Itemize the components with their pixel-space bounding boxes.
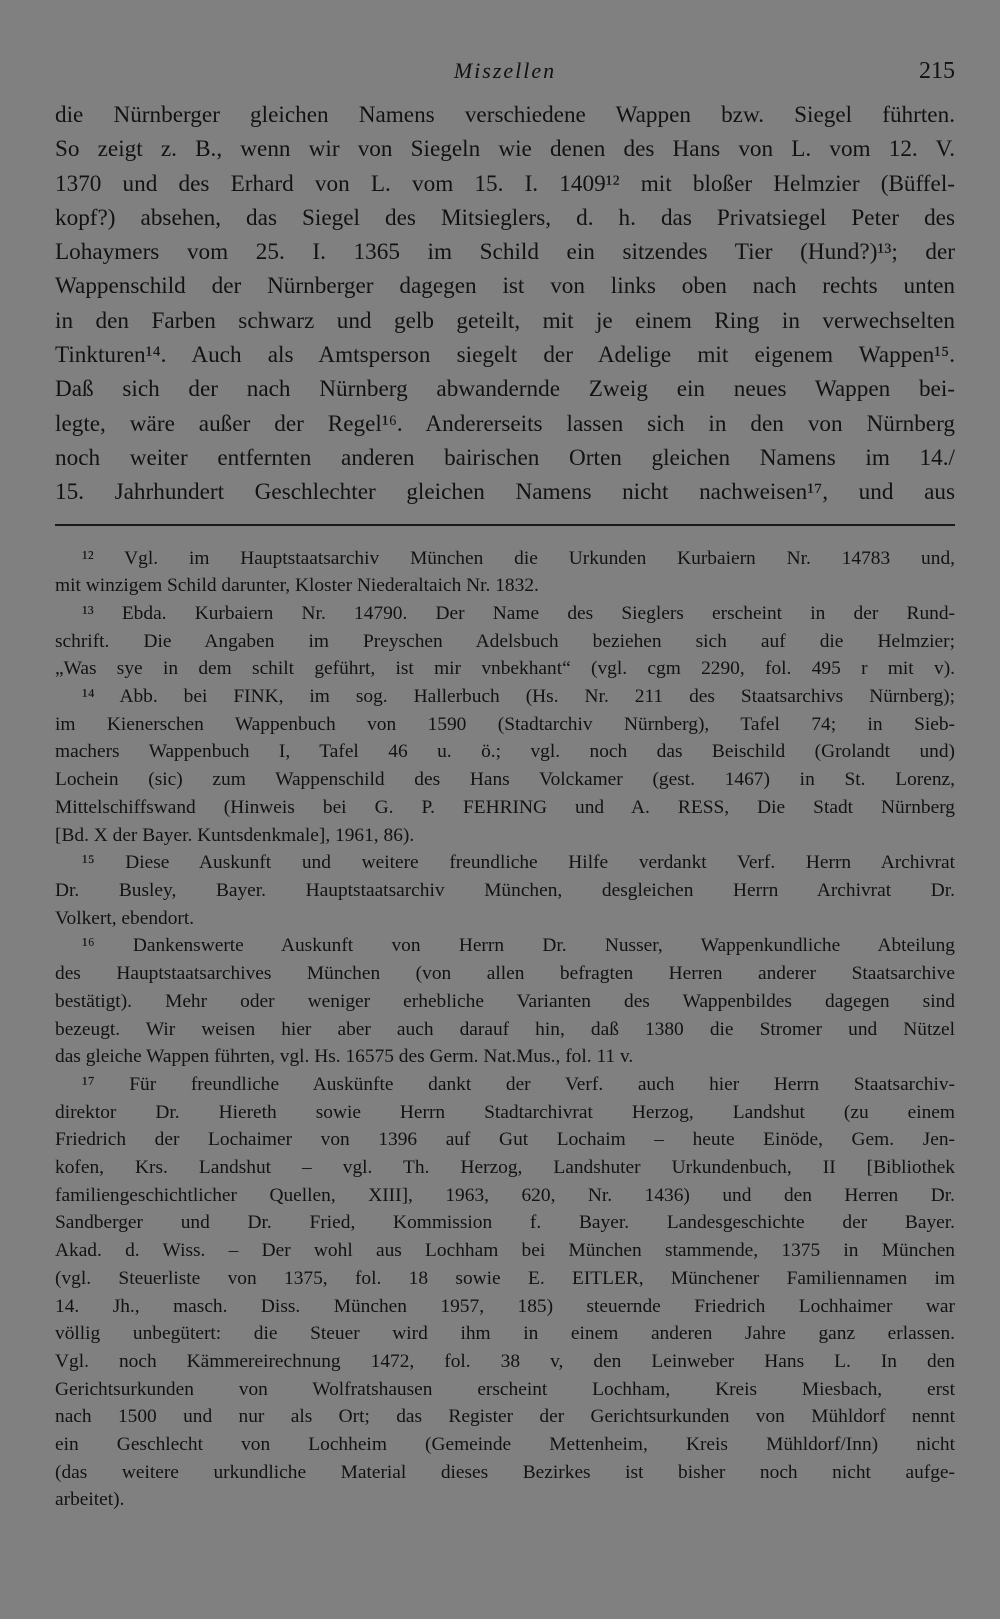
footnote-line: ¹⁵ Diese Auskunft und weitere freundliche Hilfe verdankt Verf. Herrn Archivrat (82, 852, 955, 874)
footnote-line: machers Wappenbuch I, Tafel 46 u. ö.; vgl. noch das Beischild (Grolandt und) (55, 741, 955, 763)
footnote-line: im Kienerschen Wappenbuch von 1590 (Stadtarchiv Nürnberg), Tafel 74; in Sieb- (55, 713, 955, 735)
footnote-line: Volkert, ebendort. (55, 907, 195, 929)
footnote-line: völlig unbegütert: die Steuer wird ihm in einem anderen Jahre ganz erlassen. (55, 1323, 955, 1345)
footnote-line: bestätigt). Mehr oder weniger erhebliche Varianten des Wappenbildes dagegen sind (55, 990, 955, 1012)
footnote-line: Friedrich der Lochaimer von 1396 auf Gut Lochaim – heute Einöde, Gem. Jen- (55, 1129, 955, 1151)
footnote-divider (55, 524, 955, 526)
main-text (55, 98, 955, 510)
footnote-line: schrift. Die Angaben im Preyschen Adelsbuch beziehen sich auf die Helmzier; (55, 630, 955, 652)
page-header (55, 52, 955, 98)
text-line: die Nürnberger gleichen Namens verschiedene Wappen bzw. Siegel führten. (55, 102, 955, 128)
footnote-line: Vgl. noch Kämmereirechnung 1472, fol. 38 v, den Leinweber Hans L. In den (55, 1350, 955, 1372)
footnote-line: ¹⁴ Abb. bei FINK, im sog. Hallerbuch (Hs. Nr. 211 des Staatsarchivs Nürnberg); (82, 686, 955, 708)
footnote-line: [Bd. X der Bayer. Kuntsdenkmale], 1961, 86). (55, 824, 415, 846)
text-line: 15. Jahrhundert Geschlechter gleichen Namens nicht nachweisen¹⁷, und aus (55, 479, 955, 506)
footnote-line: direktor Dr. Hiereth sowie Herrn Stadtarchivrat Herzog, Landshut (zu einem (55, 1101, 955, 1123)
page (55, 52, 955, 1514)
footnote-line: arbeitet). (55, 1489, 125, 1511)
text-line: noch weiter entfernten anderen bairischen Orten gleichen Namens im 14./ (55, 444, 955, 471)
text-line: So zeigt z. B., wenn wir von Siegeln wie denen des Hans von L. vom 12. V. (55, 136, 955, 163)
footnote-line: des Hauptstaatsarchives München (von allen befragten Herren anderer Staatsarchive (55, 963, 955, 985)
footnote-line: „Was sye in dem schilt geführt, ist mir vnbekhant“ (vgl. cgm 2290, fol. 495 r mit v). (55, 658, 955, 680)
footnote-line: nach 1500 und nur als Ort; das Register der Gerichtsurkunden von Mühldorf nennt (55, 1406, 955, 1428)
text-line: Daß sich der nach Nürnberg abwandernde Zweig ein neues Wappen bei- (55, 376, 955, 403)
text-line: in den Farben schwarz und gelb geteilt, mit je einem Ring in verwechselten (55, 307, 955, 334)
footnote-line: ¹⁶ Dankenswerte Auskunft von Herrn Dr. Nusser, Wappenkundliche Abteilung (82, 935, 955, 957)
footnote-line: ¹² Vgl. im Hauptstaatsarchiv München die Urkunden Kurbaiern Nr. 14783 und, (82, 547, 955, 569)
footnote-line: Mittelschiffswand (Hinweis bei G. P. FEHRING und A. RESS, Die Stadt Nürnberg (55, 796, 955, 818)
footnote-line: 14. Jh., masch. Diss. München 1957, 185) steuernde Friedrich Lochhaimer war (55, 1295, 955, 1317)
footnote-line: (vgl. Steuerliste von 1375, fol. 18 sowie E. EITLER, Münchener Familiennamen im (55, 1267, 955, 1289)
footnote-line: ¹³ Ebda. Kurbaiern Nr. 14790. Der Name des Sieglers erscheint in der Rund- (82, 602, 955, 624)
footnote-line: mit winzigem Schild darunter, Kloster Niederaltaich Nr. 1832. (55, 575, 539, 597)
text-line: kopf?) absehen, das Siegel des Mitsieglers, d. h. das Privatsiegel Peter des (55, 204, 955, 231)
text-line: 1370 und des Erhard von L. vom 15. I. 1409¹² mit bloßer Helmzier (Büffel- (55, 170, 955, 197)
footnote-line: das gleiche Wappen führten, vgl. Hs. 16575 des Germ. Nat.Mus., fol. 11 v. (55, 1046, 634, 1068)
footnote-line: (das weitere urkundliche Material dieses Bezirkes ist bisher noch nicht aufge- (55, 1461, 955, 1483)
footnote-line: kofen, Krs. Landshut – vgl. Th. Herzog, Landshuter Urkundenbuch, II [Bibliothek (55, 1157, 955, 1179)
footnote-line: familiengeschichtlicher Quellen, XIII], 1963, 620, Nr. 1436) und den Herren Dr. (55, 1184, 955, 1206)
footnotes (55, 545, 955, 1515)
footnote-line: Gerichtsurkunden von Wolfratshausen erscheint Lochham, Kreis Miesbach, erst (55, 1378, 955, 1400)
footnote-line: ein Geschlecht von Lochheim (Gemeinde Mettenheim, Kreis Mühldorf/Inn) nicht (55, 1434, 955, 1456)
footnote-line: Sandberger und Dr. Fried, Kommission f. Bayer. Landesgeschichte der Bayer. (55, 1212, 955, 1234)
footnote-line: Akad. d. Wiss. – Der wohl aus Lochham bei München stammende, 1375 in München (55, 1240, 955, 1262)
footnote-line: bezeugt. Wir weisen hier aber auch darauf hin, daß 1380 die Stromer und Nützel (55, 1018, 955, 1040)
text-line: Tinkturen¹⁴. Auch als Amtsperson siegelt der Adelige mit eigenem Wappen¹⁵. (55, 342, 955, 369)
text-line: legte, wäre außer der Regel¹⁶. Andererseits lassen sich in den von Nürnberg (55, 410, 955, 437)
footnote-line: Lochein (sic) zum Wappenschild des Hans Volckamer (gest. 1467) in St. Lorenz, (55, 769, 955, 791)
text-line: Wappenschild der Nürnberger dagegen ist von links oben nach rechts unten (55, 273, 955, 300)
footnote-line: ¹⁷ Für freundliche Auskünfte dankt der Verf. auch hier Herrn Staatsarchiv- (82, 1073, 955, 1095)
running-head: Miszellen (453, 58, 557, 83)
footnote-line: Dr. Busley, Bayer. Hauptstaatsarchiv München, desgleichen Herrn Archivrat Dr. (55, 880, 955, 901)
page-number: 215 (919, 58, 955, 84)
text-line: Lohaymers vom 25. I. 1365 im Schild ein sitzendes Tier (Hund?)¹³; der (55, 239, 955, 266)
